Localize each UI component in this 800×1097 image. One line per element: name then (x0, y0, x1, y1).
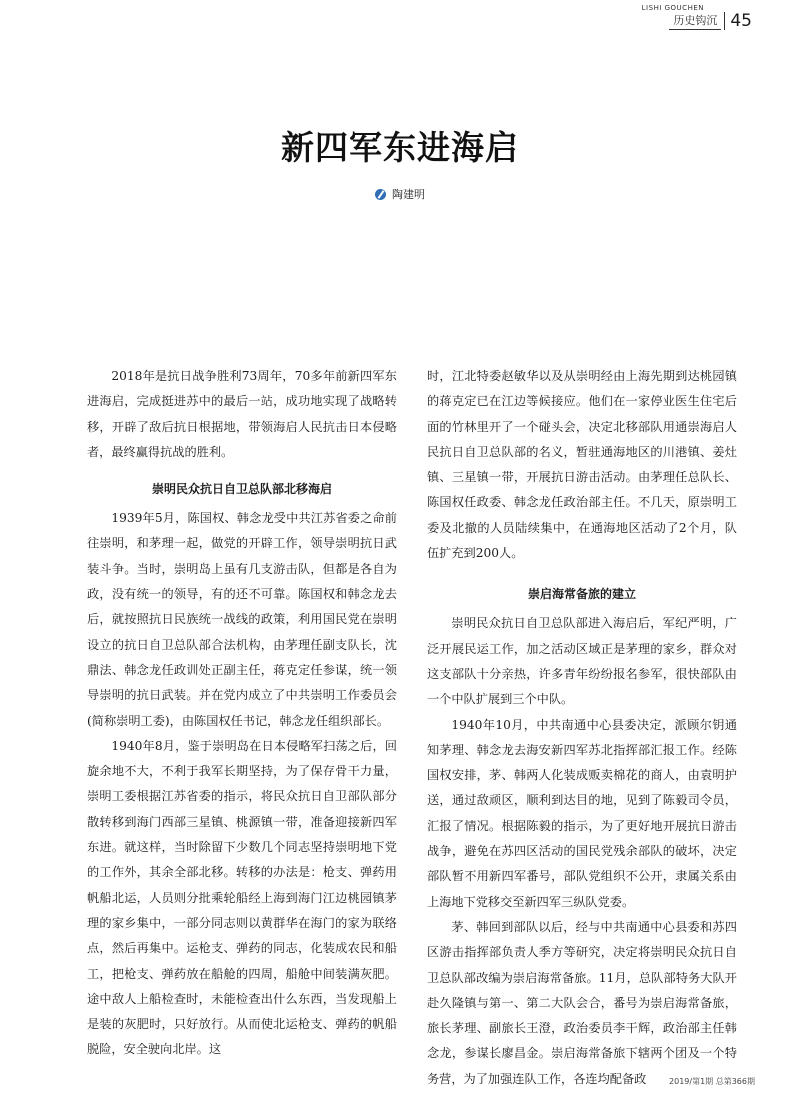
article-title: 新四军东进海启 (281, 128, 519, 167)
paragraph: 崇明民众抗日自卫总队部进入海启后，军纪严明，广泛开展民运工作，加之活动区域正是茅理的家乡，群众对这支部队十分亲热，许多青年纷纷报名参军，很快部队由一个中队扩展到三个中队。 (427, 616, 737, 707)
header-row (642, 12, 752, 30)
pen-icon (375, 189, 386, 200)
paragraph: 2018年是抗日战争胜利73周年，70多年前新四军东进海启，完成挺进苏中的最后一站，成功地实现了战略转移，开辟了敌后抗日根据地，带领海启人民抗击日本侵略者，最终赢得抗战的胜利。 (87, 369, 397, 459)
page-number: 45 (724, 12, 752, 30)
running-header (642, 4, 752, 30)
issue-footer: 2019/第1期 总第366期 (669, 1077, 755, 1086)
author-line (0, 186, 800, 202)
right-column (427, 364, 737, 1092)
paragraph: 茅、韩回到部队以后，经与中共南通中心县委和苏四区游击指挥部负责人季方等研究，决定将崇明民众抗日自卫总队部改编为崇启海常备旅。11月，总队部特务大队开赴久隆镇与第一、第二大队会合，番号为崇启海常备旅，旅长茅理、副旅长王澄，政治委员李干辉，政治部主任韩念龙，参谋长廖昌金。崇启海常备旅下辖两个团及一个特务营，为了加强连队工作，各连均配备政 (427, 919, 737, 1086)
header-column-name: 历史钩沉 (669, 12, 721, 30)
paragraph: 时，江北特委赵敏华以及从崇明经由上海先期到达桃园镇的蒋克定已在江边等候接应。他们在一家停业医生住宅后面的竹林里开了一个碰头会，决定北移部队用通崇海启人民抗日自卫总队部的名义，暂驻通海地区的川港镇、姜灶镇、三星镇一带，开展抗日游击活动。由茅理任总队长、陈国权任政委、韩念龙任政治部主任。不几天，原崇明工委及北撤的人员陆续集中，在通海地区活动了2个月，队伍扩充到200人。 (427, 369, 737, 561)
paragraph: 1940年8月，鉴于崇明岛在日本侵略军扫荡之后，回旋余地不大，不利于我军长期坚持，为了保存骨干力量，崇明工委根据江苏省委的指示，将民众抗日自卫部队部分散转移到海门西部三星镇、桃源镇一带，准备迎接新四军东进。就这样，当时除留下少数几个同志坚持崇明地下党的工作外，其余全部北移。转移的办法是：枪支、弹药用帆船北运，人员则分批乘轮船经上海到海门江边桃园镇茅理的家乡集中，一部分同志则以黄群华在海门的家为联络点，然后再集中。运枪支、弹药的同志，化装成农民和船工，把枪支、弹药放在船舱的四周，船舱中间装满灰肥。途中敌人上船检查时，未能检查出什么东西，当发现船上是装的灰肥时，只好放行。从而使北运枪支、弹药的帆船脱险，安全驶向北岸。这 (87, 738, 397, 1057)
paragraph: 1940年10月，中共南通中心县委决定，派顾尔钥通知茅理、韩念龙去海安新四军苏北指挥部汇报工作。经陈国权安排，茅、韩两人化装成贩卖棉花的商人，由袁明护送，通过敌顽区，顺利到达目的地，见到了陈毅司令员，汇报了情况。根据陈毅的指示，为了更好地开展抗日游击战争，避免在苏四区活动的国民党残余部队的破坏，决定部队暂不用新四军番号，部队党组织不公开，隶属关系由上海地下党移交至新四军三纵队党委。 (427, 717, 737, 909)
header-pinyin: LISHI GOUCHEN (641, 4, 704, 12)
paragraph: 1939年5月，陈国权、韩念龙受中共江苏省委之命前往崇明，和茅理一起，做党的开辟工作，领导崇明抗日武装斗争。当时，崇明岛上虽有几支游击队，但都是各自为政，没有统一的领导，有的还不可靠。陈国权和韩念龙去后，就按照抗日民族统一战线的政策，利用国民党在崇明设立的抗日自卫总队部合法机构，由茅理任副支队长，沈鼎法、韩念龙任政训处正副主任，蒋克定任参谋，统一领导崇明的抗日武装。并在党内成立了中共崇明工作委员会(简称崇明工委)，由陈国权任书记，韩念龙任组织部长。 (87, 511, 397, 728)
left-column (87, 364, 397, 1063)
section-heading: 崇明民众抗日自卫总队部北移海启 (151, 482, 332, 497)
author-name: 陶建明 (392, 188, 425, 201)
section-heading: 崇启海常备旅的建立 (527, 587, 636, 602)
